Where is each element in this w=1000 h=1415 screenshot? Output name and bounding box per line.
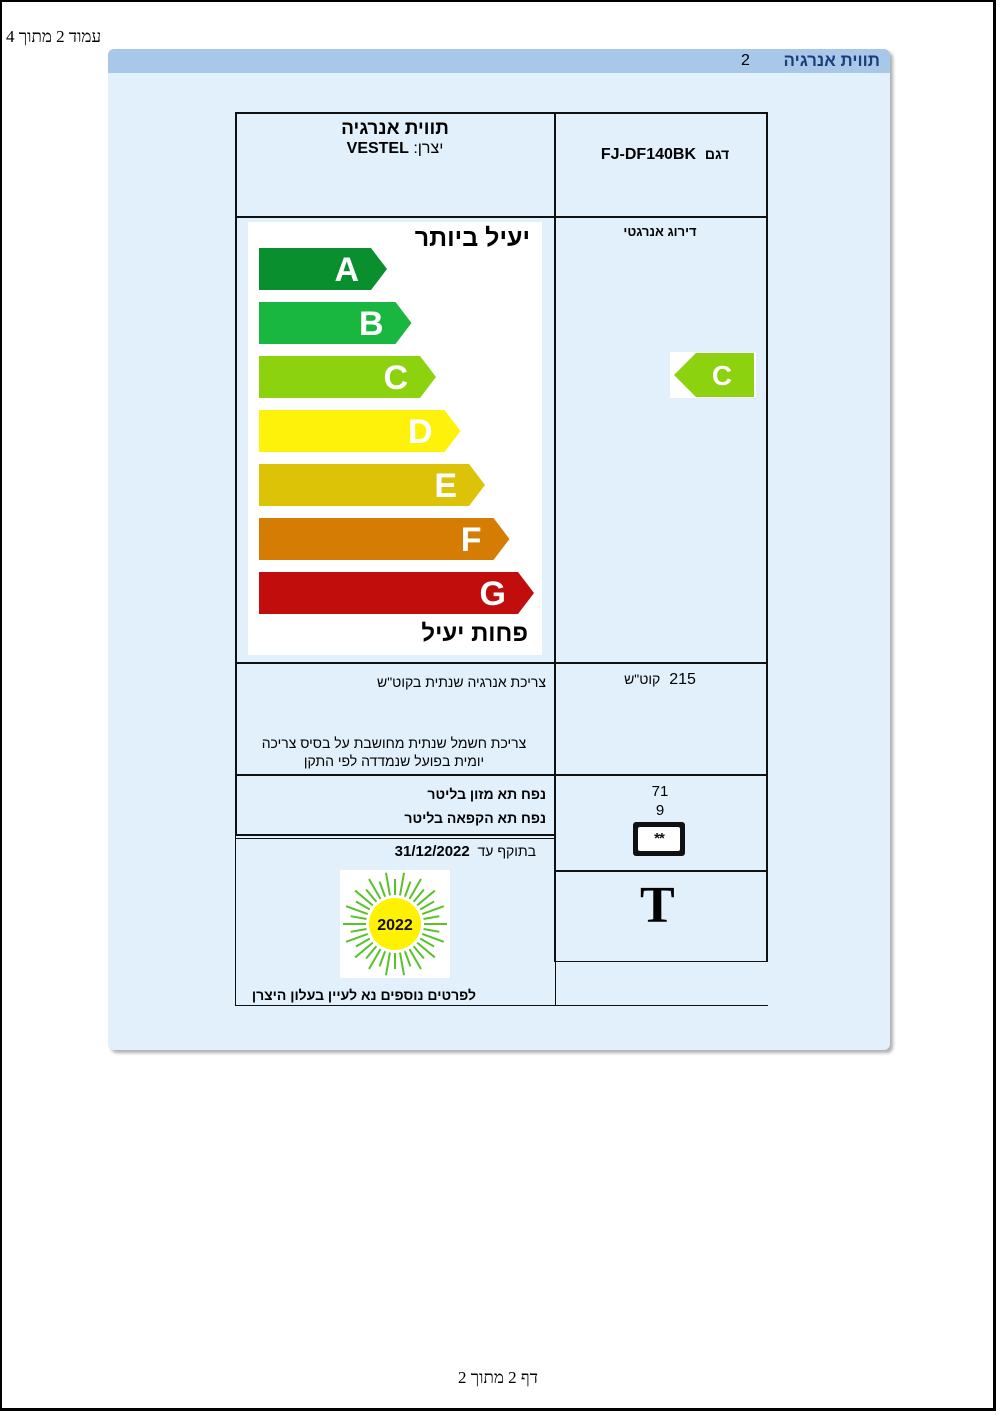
rating-value: C bbox=[711, 360, 733, 391]
energy-scale bbox=[248, 222, 542, 655]
sun-ray bbox=[356, 902, 370, 910]
panel-number: 2 bbox=[741, 52, 750, 69]
sun-year: 2022 bbox=[377, 917, 413, 934]
sun-logo bbox=[340, 870, 450, 978]
sun-icon bbox=[340, 870, 450, 978]
model-value: FJ-DF140BK bbox=[600, 146, 696, 163]
energy-class-c-arrow bbox=[259, 356, 436, 398]
consumption-unit: קוט"ש bbox=[624, 671, 661, 687]
volume-label-cell bbox=[235, 774, 556, 836]
sun-ray bbox=[351, 916, 367, 919]
panel-header bbox=[108, 49, 890, 73]
valid-label: בתוקף עד bbox=[477, 843, 536, 859]
consumption-value bbox=[590, 671, 730, 689]
sun-ray bbox=[351, 929, 367, 932]
page-footer: דף 2 מתוך 2 bbox=[458, 1368, 538, 1387]
energy-class-e-letter: E bbox=[434, 467, 457, 505]
freezer-star-icon bbox=[633, 822, 685, 856]
page-header: עמוד 2 מתוך 4 bbox=[6, 27, 102, 46]
energy-class-g-letter: G bbox=[479, 575, 506, 613]
freezer-stars: ** bbox=[638, 827, 680, 851]
sun-ray bbox=[420, 939, 434, 947]
sun-ray bbox=[420, 902, 434, 910]
freezer-volume-value: 9 bbox=[655, 802, 665, 819]
panel-title: תווית אנרגיה bbox=[783, 51, 880, 70]
energy-class-arrows bbox=[248, 222, 542, 655]
freezer-volume-label: נפח תא הקפאה בליטר bbox=[404, 810, 546, 826]
sun-ray bbox=[405, 951, 410, 966]
consumption-label: צריכת אנרגיה שנתית בקוט"ש bbox=[376, 674, 546, 690]
validity bbox=[370, 843, 536, 860]
sun-ray bbox=[424, 916, 440, 919]
manufacturer-value: VESTEL bbox=[346, 140, 409, 157]
rating-arrow bbox=[670, 352, 756, 398]
scale-bottom-label: פחות יעיל bbox=[421, 620, 528, 647]
scale-top-label: יעיל ביותר bbox=[414, 224, 530, 252]
energy-class-a-letter: A bbox=[334, 251, 359, 289]
consumption-note: צריכת חשמל שנתית מחושבת על בסיס צריכה יומית בפועל שנמדדה לפי התקן bbox=[261, 735, 527, 769]
energy-class-f-letter: F bbox=[460, 521, 482, 559]
manufacturer-label: יצרן: bbox=[413, 140, 444, 157]
fresh-volume-label: נפח תא מזון בליטר bbox=[427, 786, 546, 802]
label-title: תווית אנרגיה bbox=[341, 118, 449, 139]
sun-ray bbox=[424, 929, 440, 932]
sun-ray bbox=[400, 873, 404, 896]
valid-date: 31/12/2022 bbox=[394, 843, 470, 860]
model-label: דגם bbox=[704, 146, 730, 162]
consumption-number: 215 bbox=[669, 671, 696, 688]
sun-ray bbox=[386, 873, 390, 896]
manufacturer bbox=[330, 140, 460, 158]
sun-ray bbox=[380, 882, 385, 897]
model-cell bbox=[554, 112, 768, 218]
model bbox=[580, 146, 750, 164]
more-info-note: לפרטים נוספים נא לעיין בעלון היצרן bbox=[251, 987, 476, 1003]
energy-class-b-arrow bbox=[259, 302, 412, 344]
sun-ray bbox=[405, 882, 410, 897]
energy-class-c-letter: C bbox=[383, 359, 408, 397]
energy-class-d-letter: D bbox=[407, 413, 433, 451]
sun-ray bbox=[400, 953, 404, 976]
sun-ray bbox=[380, 951, 385, 966]
climate-class: T bbox=[640, 877, 675, 934]
sun-ray bbox=[356, 939, 370, 947]
fresh-volume-value: 71 bbox=[651, 783, 669, 800]
rating-cell bbox=[554, 216, 768, 664]
sun-ray bbox=[386, 953, 390, 976]
energy-class-b-letter: B bbox=[358, 305, 384, 343]
rating-label: דירוג אנרגטי bbox=[623, 224, 697, 239]
energy-class-a-arrow bbox=[259, 248, 387, 290]
